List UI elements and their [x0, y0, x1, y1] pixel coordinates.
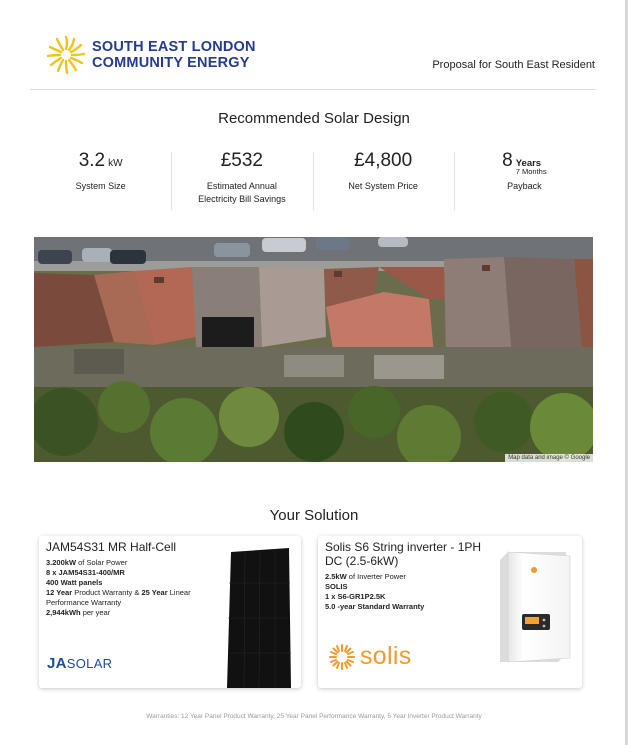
inverter-warranty: 5.0 -year Standard Warranty [325, 602, 425, 611]
system-size-unit: kW [108, 158, 123, 169]
sun-logo-icon [44, 33, 88, 77]
aerial-map [34, 237, 593, 462]
logo-text-line1: SOUTH EAST LONDON [92, 39, 256, 55]
inverter-title [325, 540, 481, 568]
payback-label: Payback [507, 181, 542, 191]
proposal-for: Proposal for South East Resident [432, 59, 595, 71]
inverter-title-line1: Solis S6 String inverter - 1PH [325, 540, 482, 554]
logo-text-line2: COMMUNITY ENERGY [92, 55, 250, 71]
ja-solar-logo-ja: JA [47, 655, 67, 672]
inverter-specs [325, 572, 424, 612]
solar-panel-array [202, 317, 254, 347]
panel-yield-suffix: per year [82, 608, 111, 617]
design-stats [30, 150, 595, 212]
header [30, 30, 595, 90]
inverter-title-line2: DC (2.5-6kW) [325, 554, 399, 568]
design-title: Recommended Solar Design [218, 110, 410, 127]
bill-savings-label-2: Electricity Bill Savings [198, 194, 286, 204]
panel-card [39, 536, 301, 688]
panel-warranty-a-text: Product Warranty & [74, 588, 140, 597]
map-credit: Map data and image © Google [505, 454, 593, 462]
stat-payback [454, 150, 595, 212]
panel-power-value: 3.200kW [46, 558, 77, 567]
solution-title: Your Solution [269, 507, 359, 524]
ja-solar-logo-solar: SOLAR [66, 656, 113, 671]
solis-wordmark: solis [360, 642, 412, 670]
panel-warranty-line2: Performance Warranty [46, 598, 122, 607]
inverter-image [496, 548, 574, 666]
aerial-imagery [34, 237, 593, 462]
panel-quantity: 8 x JAM54S31-400/MR [46, 568, 125, 577]
net-price-label: Net System Price [348, 181, 418, 191]
stat-system-size [30, 150, 171, 212]
inverter-power-value: 2.5kW [325, 572, 347, 581]
panel-specs [46, 558, 191, 618]
solis-sun-icon [328, 643, 356, 671]
net-price-value: £4,800 [354, 150, 413, 171]
payback-years-label: Years [515, 158, 542, 169]
slce-logo [44, 33, 256, 77]
stat-net-price [313, 150, 454, 212]
inverter-power-suffix: of Inverter Power [348, 572, 406, 581]
panel-warranty-b-text: Linear [169, 588, 191, 597]
system-size-label: System Size [75, 181, 126, 191]
bill-savings-value: £532 [220, 150, 264, 171]
bill-savings-label-1: Estimated Annual [206, 181, 277, 191]
solis-logo [328, 642, 412, 671]
payback-months-label: 7 Months [515, 167, 547, 176]
warranties-note: Warranties: 12 Year Panel Product Warranty, 25 Year Panel Performance Warranty, 5 Year Inverter Product Warranty [146, 713, 482, 720]
solar-panel-image [225, 548, 295, 688]
stat-bill-savings [171, 150, 312, 212]
panel-watt: 400 Watt panels [46, 578, 103, 587]
panel-title: JAM54S31 MR Half-Cell [46, 540, 177, 554]
payback-years-value: 8 [502, 150, 513, 171]
panel-yield-value: 2,944kWh [46, 608, 81, 617]
inverter-card [318, 536, 582, 688]
inverter-quantity: 1 x S6-GR1P2.5K [325, 592, 386, 601]
panel-power-suffix: of Solar Power [78, 558, 128, 567]
ja-solar-logo [47, 655, 112, 672]
panel-warranty-b: 25 Year [141, 588, 168, 597]
panel-warranty-a: 12 Year [46, 588, 73, 597]
inverter-brand-name: SOLIS [325, 582, 348, 591]
system-size-value: 3.2 [78, 150, 106, 171]
